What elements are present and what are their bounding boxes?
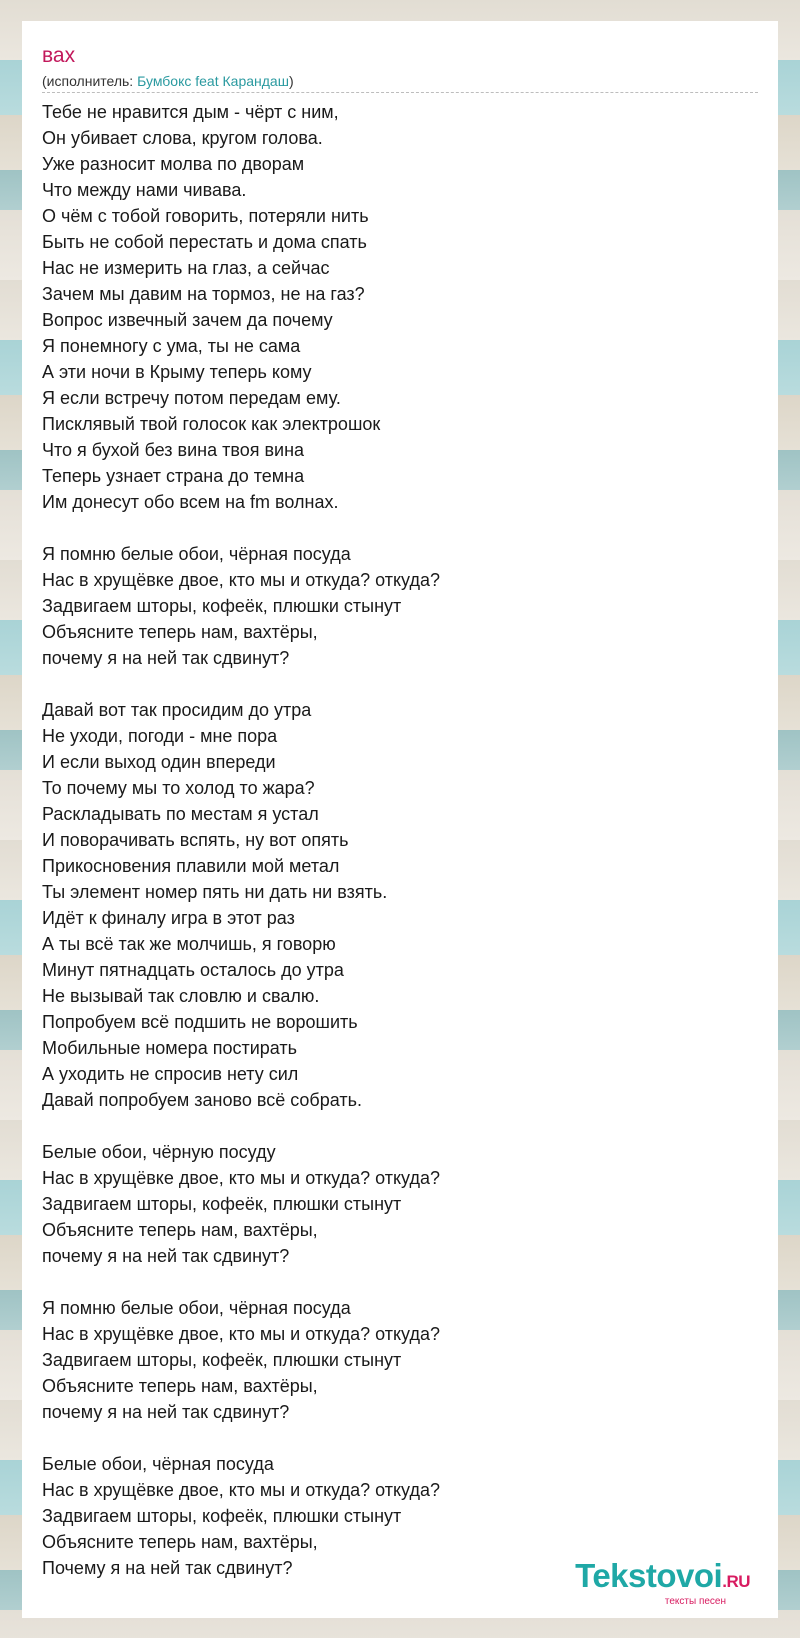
artist-link[interactable]: Бумбокс feat Карандаш	[137, 73, 289, 89]
logo-tagline: тексты песен	[664, 1596, 726, 1607]
logo-name: Tekstovoi	[575, 1557, 723, 1594]
lyrics-text: Тебе не нравится дым - чёрт с ним, Он убивает слова, кругом голова. Уже разносит молва по дворам Что между нами чивава. О чём с тобой говорить, потеряли нить Быть не собой перестать и дома спать Нас не измерить на глаз, а сейчас Зачем мы давим на тормоз, не на газ? Вопрос извечный зачем да почему Я понемногу с ума, ты не сама А эти ночи в Крыму теперь кому Я если встречу потом передам ему. Писклявый твой голосок как электрошок Что я бухой без вина твоя вина Теперь узнает страна до темна Им донесут обо всем на fm волнах. Я помню белые обои, чёрная посуда Нас в хрущёвке двое, кто мы и откуда? откуда? Задвигаем шторы, кофеёк, плюшки стынут Объясните теперь нам, вахтёры, почему я на ней так сдвинут? Давай вот так просидим до утра Не уходи, погоди - мне пора И если выход один впереди То почему мы то холод то жара? Раскладывать по местам я устал И поворачивать вспять, ну вот опять Прикосновения плавили мой метал Ты элемент номер пять ни дать ни взять. Идёт к финалу игра в этот раз А ты всё так же молчишь, я говорю Минут пятнадцать осталось до утра Не вызывай так словлю и свалю. Попробуем всё подшить не ворошить Мобильные номера постирать А уходить не спросив нету сил Давай попробуем заново всё собрать. Белые обои, чёрную посуду Нас в хрущёвке двое, кто мы и откуда? откуда? Задвигаем шторы, кофеёк, плюшки стынут Объясните теперь нам, вахтёры, почему я на ней так сдвинут? Я помню белые обои, чёрная посуда Нас в хрущёвке двое, кто мы и откуда? откуда? Задвигаем шторы, кофеёк, плюшки стынут Объясните теперь нам, вахтёры, почему я на ней так сдвинут? Белые обои, чёрная посуда Нас в хрущёвке двое, кто мы и откуда? откуда? Задвигаем шторы, кофеёк, плюшки стынут Объясните теперь нам, вахтёры, Почему я на ней так сдвинут?	[42, 102, 440, 1578]
song-title: вах	[42, 44, 76, 67]
artist-line	[42, 72, 294, 90]
lyrics-card	[22, 21, 778, 1618]
artist-prefix: (исполнитель:	[42, 73, 138, 89]
header-divider	[42, 92, 758, 93]
logo-tld: .RU	[722, 1572, 750, 1591]
site-logo[interactable]	[575, 1559, 750, 1608]
artist-suffix: )	[288, 73, 294, 89]
